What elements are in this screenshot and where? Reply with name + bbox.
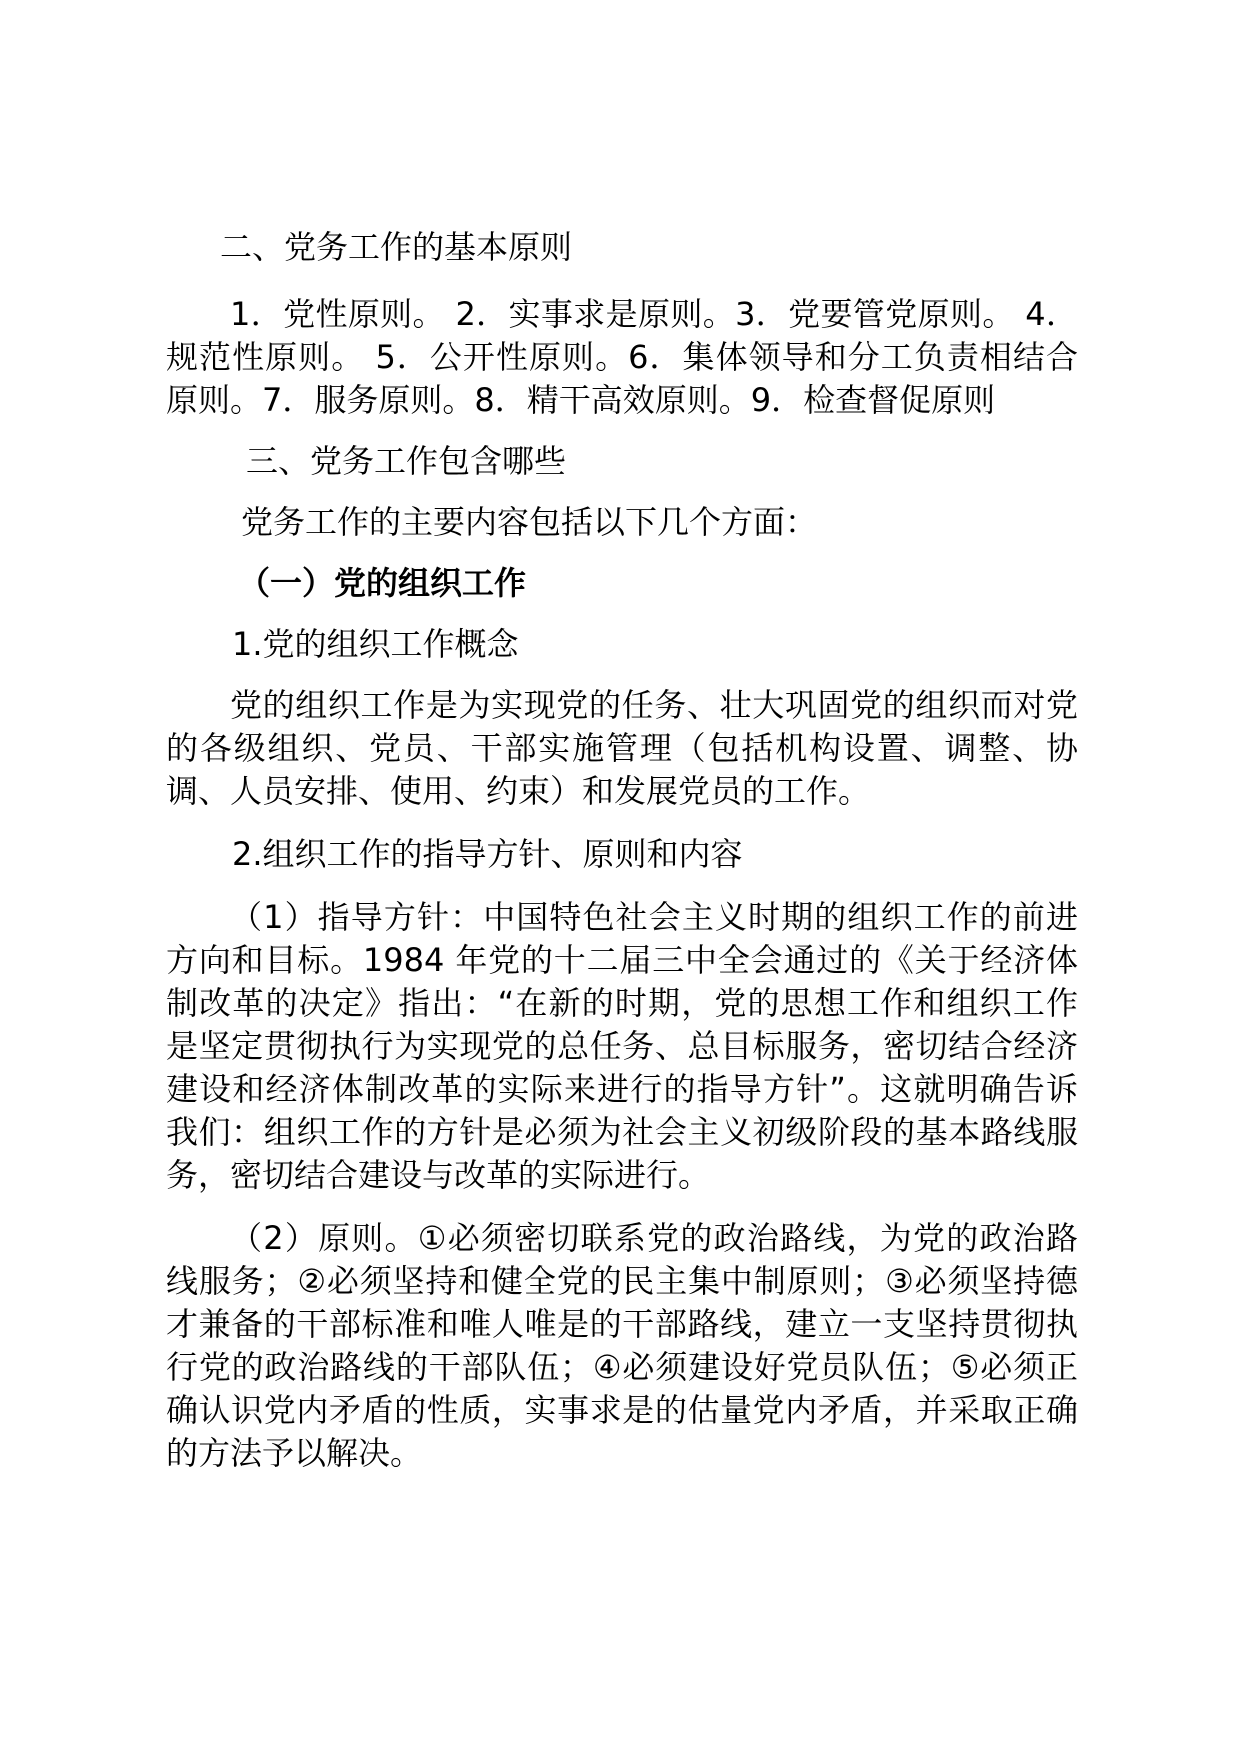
- heading-party-work-contents: 三、党务工作包含哪些: [246, 442, 567, 480]
- section-title-organization-work: （一）党的组织工作: [238, 564, 527, 602]
- intro-paragraph: 党务工作的主要内容包括以下几个方面：: [241, 503, 818, 541]
- guideline-paragraph: （1）指导方针：中国特色社会主义时期的组织工作的前进方向和目标。1984 年党的十二届三中全会通过的《关于经济体制改革的决定》指出：“在新的时期，党的思想工作和组织工作是坚定贯彻执行为实现党的总任务、总目标服务，密切结合经济建设和经济体制改革的实际来进行的指导方针”。这就明确告诉我们：组织工作的方针是必须为社会主义初级阶段的基本路线服务，密切结合建设与改革的实际进行。: [166, 898, 1078, 1194]
- document-body: [166, 226, 1078, 1475]
- subsection-title-concept: 1.党的组织工作概念: [232, 625, 519, 663]
- subsection-title-guidelines: 2.组织工作的指导方针、原则和内容: [232, 835, 743, 873]
- heading-basic-principles: 二、党务工作的基本原则: [220, 228, 573, 266]
- principles-list-paragraph: 1．党性原则。 2．实事求是原则。3．党要管党原则。 4．规范性原则。 5．公开性原则。6．集体领导和分工负责相结合原则。7．服务原则。8．精干高效原则。9．检查督促原则: [166, 295, 1078, 419]
- concept-paragraph: 党的组织工作是为实现党的任务、壮大巩固党的组织而对党的各级组织、党员、干部实施管理（包括机构设置、调整、协调、人员安排、使用、约束）和发展党员的工作。: [166, 686, 1078, 810]
- principle-paragraph: （2）原则。①必须密切联系党的政治路线，为党的政治路线服务；②必须坚持和健全党的民主集中制原则；③必须坚持德才兼备的干部标准和唯人唯是的干部路线，建立一支坚持贯彻执行党的政治路线的干部队伍；④必须建设好党员队伍；⑤必须正确认识党内矛盾的性质，实事求是的估量党内矛盾，并采取正确的方法予以解决。: [166, 1219, 1078, 1472]
